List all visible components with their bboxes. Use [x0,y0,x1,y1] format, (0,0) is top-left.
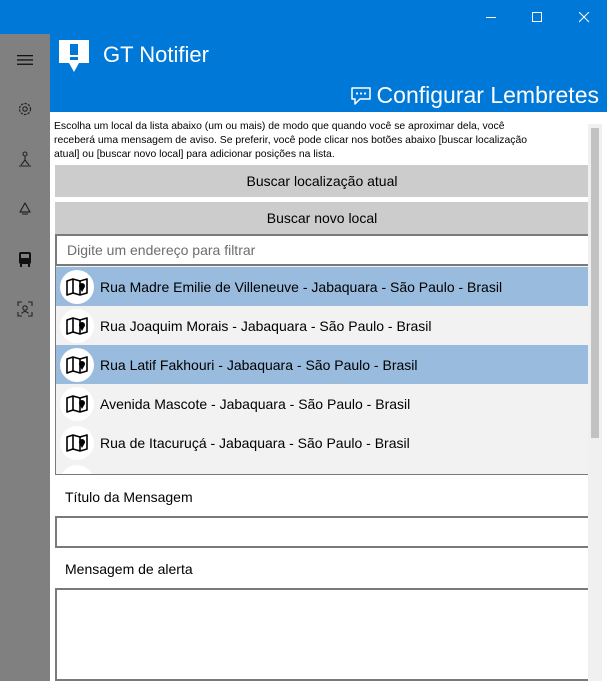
person-location-icon [17,151,33,167]
app-header [50,34,607,112]
list-item[interactable] [56,423,589,462]
map-icon [60,426,94,460]
list-item[interactable] [56,267,589,306]
location-label: Rua Latif Fakhouri - Jabaquara - São Paulo - Brasil [100,356,418,373]
nav-sidebar [0,34,50,681]
alert-message-label: Mensagem de alerta [65,561,193,577]
locations-list[interactable] [55,265,589,475]
map-icon [60,465,94,476]
location-label: Avenida Mascote - Jabaquara - São Paulo - Brasil [100,395,411,412]
instructions-line: atual] ou [buscar novo local] para adicionar posições na lista. [54,149,335,160]
close-button[interactable] [561,0,607,34]
contact-icon [17,301,33,317]
map-icon [60,348,94,382]
list-item[interactable] [56,345,589,384]
message-title-label: Título da Mensagem [65,489,193,505]
title-bar [0,0,607,34]
hamburger-menu-button[interactable] [0,40,50,80]
instructions-text [54,120,587,162]
chat-message-icon [351,87,371,105]
app-title: GT Notifier [103,42,209,67]
find-new-location-button[interactable]: Buscar novo local [55,202,589,234]
find-current-location-button[interactable]: Buscar localização atual [55,165,589,197]
list-item[interactable] [56,384,589,423]
nav-item-recycle[interactable] [0,189,50,229]
page-header [351,82,599,109]
maximize-icon [532,12,543,23]
scrollbar-thumb[interactable] [591,128,599,438]
message-title-input[interactable] [55,516,591,548]
instructions-line: receberá uma mensagem de aviso. Se preferir, você pode clicar nos botões abaixo [buscar localização [54,135,528,146]
close-icon [579,12,590,23]
page-scrollbar[interactable] [588,124,602,681]
maximize-button[interactable] [514,0,560,34]
minimize-icon [486,12,497,23]
location-label: Rua Madre Emilie de Villeneuve - Jabaquara - São Paulo - Brasil [100,278,503,295]
instructions-line: Escolha um local da lista abaixo (um ou mais) de modo que quando você se aproximar dela, você [54,121,505,132]
nav-item-location[interactable] [0,139,50,179]
recycle-icon [17,201,33,217]
map-icon [60,309,94,343]
location-label: Rua de Itacuruçá - Jabaquara - São Paulo - Brasil [100,434,410,451]
nav-item-bus[interactable] [0,239,50,279]
map-icon [60,270,94,304]
minimize-button[interactable] [468,0,514,34]
app-logo-icon [57,38,91,74]
bus-icon [18,251,32,267]
address-filter-input[interactable] [55,234,591,266]
map-icon [60,387,94,421]
alert-message-textarea[interactable] [55,588,591,681]
page-title: Configurar Lembretes [376,82,599,108]
settings-icon [17,101,33,117]
location-label: Rua Joaquim Morais - Jabaquara - São Paulo - Brasil [100,317,432,334]
main-content [50,112,607,681]
nav-item-contact[interactable] [0,289,50,329]
list-item-partial[interactable] [56,462,589,475]
menu-icon [17,54,33,66]
nav-item-settings[interactable] [0,89,50,129]
list-item[interactable] [56,306,589,345]
